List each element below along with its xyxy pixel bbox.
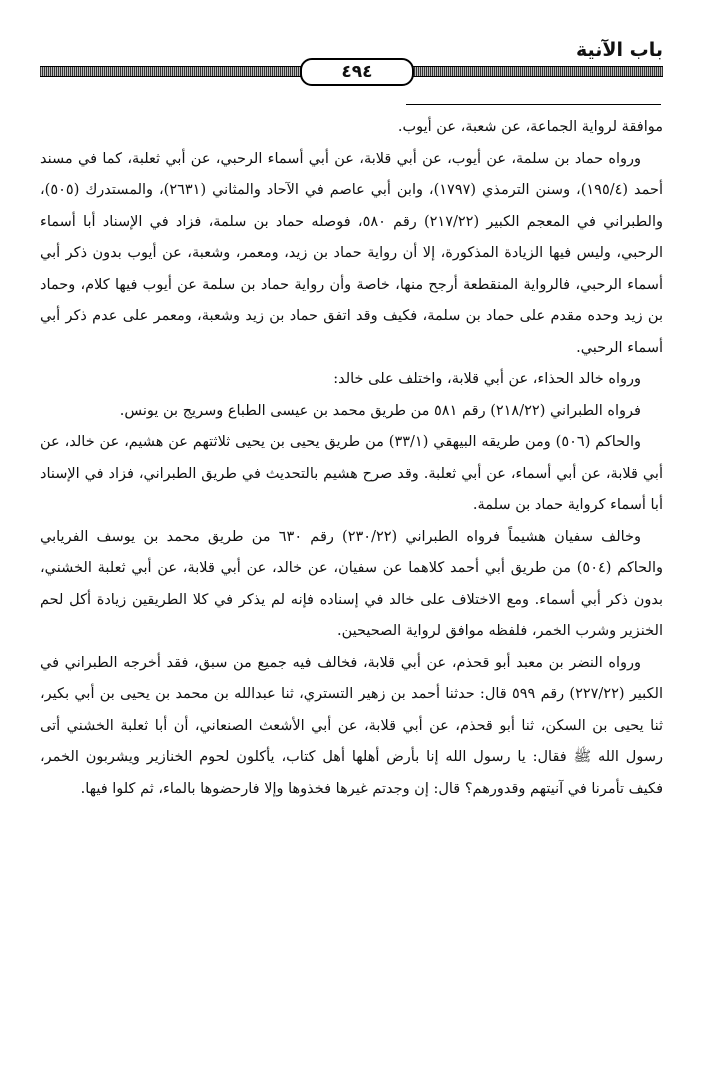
paragraph-nadr-ibn-mabad: ورواه النضر بن معبد أبو قحذم، عن أبي قلابة، فخالف فيه جميع من سبق، فقد أخرجه الطبراني في الكبير (٢٢٧/٢٢) رقم ٥٩٩ قال: حدثنا أحمد بن زهير التستري، ثنا عبدالله بن محمد بن يحيى بن أبي بكير، ثنا يحيى بن السكن، ثنا أبو قحذم، عن أبي قلابة، عن أبي الأشعث الصنعاني، أن أبا ثعلبة الخشني أتى رسول الله ﷺ فقال: يا رسول الله إنا بأرض أهلها أهل كتاب، يأكلون لحوم الخنازير ويشربون الخمر، فكيف تأمرنا في آنيتهم وقدورهم؟ قال: إن وجدتم غيرها فخذوها وإلا فارحضوها بالماء، ثم كلوا فيها. <box>40 654 663 797</box>
paragraph-khalid-al-hadhdha: ورواه خالد الحذاء، عن أبي قلابة، واختلف على خالد: <box>333 371 641 387</box>
paragraph-continuation: موافقة لرواية الجماعة، عن شعبة، عن أيوب. <box>397 119 663 135</box>
paragraph-hakim-506: والحاكم (٥٠٦) ومن طريقه البيهقي (٣٣/١) من طريق يحيى بن يحيى ثلاثتهم عن هشيم، عن خالد، عن أبي قلابة، عن أبي أسماء، عن أبي ثعلبة. وقد صرح هشيم بالتحديث في طريق الطبراني، فزاد في الإسناد أبا أسماء كرواية حماد بن سلمة. <box>40 434 663 513</box>
paragraph-tabarani-581: فرواه الطبراني (٢١٨/٢٢) رقم ٥٨١ من طريق محمد بن عيسى الطباع وسريج بن يونس. <box>119 402 641 419</box>
footnote-text <box>40 112 663 805</box>
footnote-separator <box>406 104 661 105</box>
paragraph-sufyan: وخالف سفيان هشيماً فرواه الطبراني (٢٣٠/٢٢) رقم ٦٣٠ من طريق محمد بن يوسف الفريابي والحاكم (٥٠٤) من طريق أبي أحمد كلاهما عن سفيان، عن خالد، عن أبي قلابة، عن أبي ثعلبة الخشني، بدون ذكر أبي أسماء. ومع الاختلاف على خالد في إسناده فإنه لم يذكر في كلا الطريقين زيادة أكل لحم الخنزير وشرب الخمر، فلفظه موافق لرواية الصحيحين. <box>40 528 663 639</box>
paragraph-hammad-ibn-salama: ورواه حماد بن سلمة، عن أيوب، عن أبي قلابة، عن أبي أسماء الرحبي، عن أبي ثعلبة، كما في مسند أحمد (١٩٥/٤)، وسنن الترمذي (١٧٩٧)، وابن أبي عاصم في الآحاد والمثاني (٢٦٣١)، والمستدرك (٥٠٥)، والطبراني في المعجم الكبير (٢١٧/٢٢) رقم ٥٨٠، فوصله حماد بن سلمة، فزاد في الإسناد أبا أسماء الرحبي، وليس فيها الزيادة المذكورة، إلا أن رواية حماد بن زيد، ومعمر، وشعبة، عن أيوب بدون ذكر أبي أسماء الرحبي، فالرواية المنقطعة أرجح منها، خاصة وأن رواية حماد بن سلمة عن أيوب فيها كلام، وحماد بن زيد وحده مقدم على حماد بن سلمة، فكيف وقد اتفق حماد بن زيد وشعبة، ومعمر على عدم ذكر أبي أسماء الرحبي. <box>40 150 664 356</box>
page-number: ٤٩٤ <box>300 58 414 86</box>
chapter-title: باب الآنية <box>575 39 663 61</box>
